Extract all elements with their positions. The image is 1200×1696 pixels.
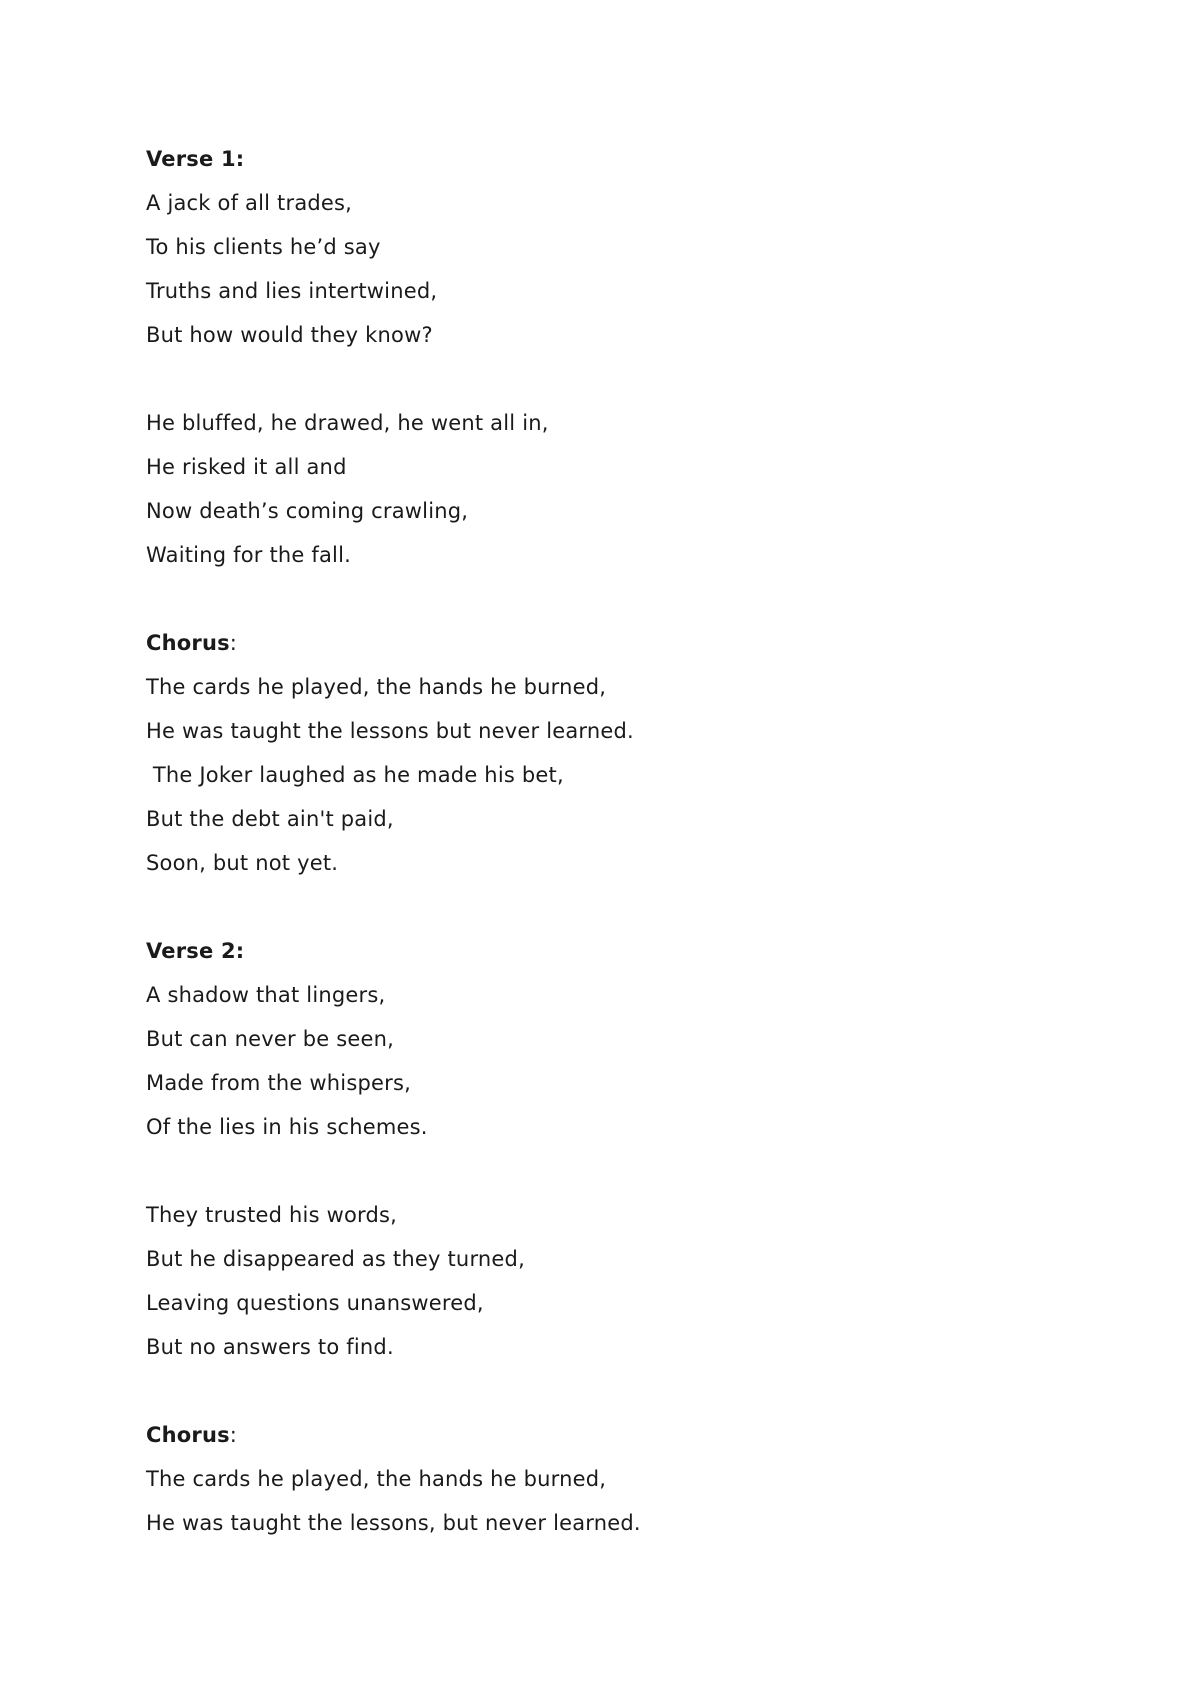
lyric-line: But can never be seen,: [146, 1027, 395, 1051]
lyric-line: But the debt ain't paid,: [146, 807, 394, 831]
heading-label: Verse 1: [146, 147, 236, 171]
lyric-line: Now death’s coming crawling,: [146, 499, 469, 523]
lyric-line: Truths and lies intertwined,: [146, 279, 438, 303]
lyric-line: Of the lies in his schemes.: [146, 1115, 428, 1139]
lyric-line: The Joker laughed as he made his bet,: [146, 763, 564, 787]
lyric-line: But he disappeared as they turned,: [146, 1247, 525, 1271]
lyric-line: He risked it all and: [146, 455, 347, 479]
lyric-line: Leaving questions unanswered,: [146, 1291, 484, 1315]
heading-colon: :: [229, 1423, 238, 1447]
lyric-line: But no answers to find.: [146, 1335, 394, 1359]
lyric-line: The cards he played, the hands he burned,: [146, 675, 607, 699]
section-heading-chorus-1: [146, 630, 237, 656]
heading-colon: :: [229, 631, 238, 655]
section-heading-verse-2: [146, 938, 244, 964]
lyric-line: He was taught the lessons, but never learned.: [146, 1511, 641, 1535]
lyric-line: They trusted his words,: [146, 1203, 398, 1227]
section-heading-chorus-2: [146, 1422, 237, 1448]
lyric-line: The cards he played, the hands he burned,: [146, 1467, 607, 1491]
heading-colon: :: [235, 147, 245, 171]
section-heading-verse-1: [146, 146, 244, 172]
heading-label: Chorus: [146, 1423, 230, 1447]
lyric-line: To his clients he’d say: [146, 235, 381, 259]
heading-label: Verse 2: [146, 939, 236, 963]
lyric-line: A shadow that lingers,: [146, 983, 386, 1007]
heading-label: Chorus: [146, 631, 230, 655]
lyric-line: But how would they know?: [146, 323, 433, 347]
lyric-line: He bluffed, he drawed, he went all in,: [146, 411, 549, 435]
heading-colon: :: [235, 939, 245, 963]
lyric-line: Made from the whispers,: [146, 1071, 411, 1095]
lyric-line: Soon, but not yet.: [146, 851, 339, 875]
lyric-line: A jack of all trades,: [146, 191, 353, 215]
lyric-line: Waiting for the fall.: [146, 543, 352, 567]
lyric-line: He was taught the lessons but never learned.: [146, 719, 634, 743]
